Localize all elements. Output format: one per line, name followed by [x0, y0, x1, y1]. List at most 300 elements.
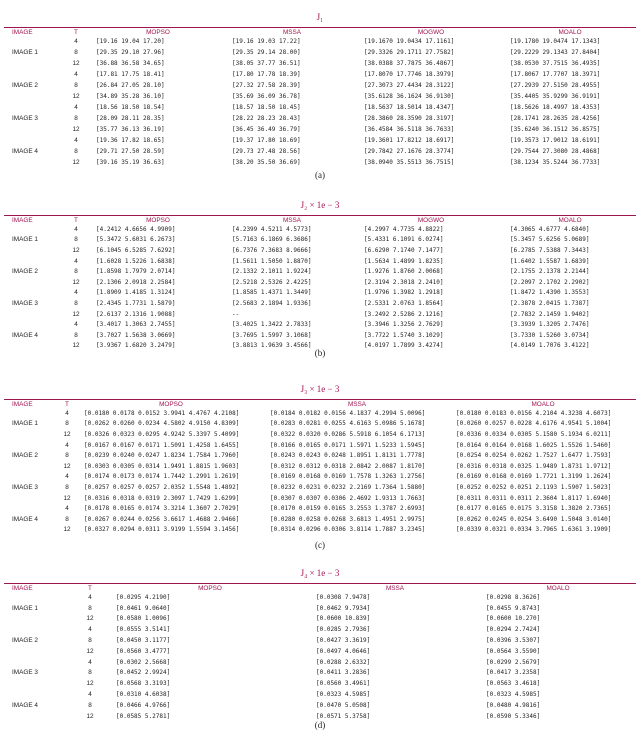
col-header-mopso: MOPSO — [146, 217, 170, 224]
threshold-count: 12 — [72, 159, 80, 166]
result-cell: [2.7832 2.1459 1.9402] — [510, 310, 590, 318]
threshold-count: 12 — [72, 310, 80, 318]
result-cell: [18.57 18.50 18.45] — [232, 104, 301, 111]
image-label — [4, 245, 62, 256]
table-row — [4, 525, 636, 536]
result-cell: [0.0180 0.0178 0.0152 3.9941 4.4767 4.2108] — [84, 409, 240, 417]
result-cell: [3.8813 1.9639 3.4566] — [232, 342, 312, 350]
result-cell: [0.0288 2.6332] — [316, 658, 371, 666]
threshold-count: 12 — [72, 126, 80, 133]
caption: (d) — [314, 720, 326, 730]
threshold-count: 8 — [65, 452, 69, 460]
col-header-t: T — [88, 585, 92, 592]
result-cell: [17.8070 17.7746 18.3979] — [364, 71, 455, 78]
threshold-count: 8 — [88, 637, 92, 645]
image-label — [4, 58, 62, 69]
col-header-moalo: MOALO — [546, 585, 570, 592]
image-label — [4, 461, 56, 472]
threshold-count: 8 — [74, 299, 78, 307]
threshold-count: 8 — [65, 483, 69, 491]
threshold-count: 12 — [72, 342, 80, 350]
result-cell: [2.5683 2.1894 1.9336] — [232, 299, 312, 307]
threshold-count: 8 — [74, 331, 78, 339]
image-label — [4, 256, 62, 267]
result-cell: [19.36 17.82 18.65] — [96, 137, 165, 144]
result-cell: [0.0339 0.0321 0.0334 3.7965 1.6361 3.1909] — [456, 526, 612, 534]
threshold-count: 4 — [65, 441, 69, 449]
threshold-count: 8 — [74, 82, 78, 89]
result-cell: [0.0470 5.0508] — [316, 701, 371, 709]
table-row — [4, 461, 636, 472]
result-cell: [5.4331 6.1091 6.0274] — [364, 236, 444, 244]
threshold-count: 4 — [88, 691, 92, 699]
result-cell: [29.71 27.50 28.59] — [96, 148, 165, 155]
result-cell: [0.0323 4.5985] — [316, 691, 371, 699]
result-cell: [29.35 29.14 28.00] — [232, 49, 301, 56]
result-cell: [1.9276 1.8760 2.0068] — [364, 268, 444, 276]
table-row — [4, 514, 636, 525]
result-cell: [1.8585 1.4371 1.3449] — [232, 289, 312, 297]
result-cell: [0.0327 0.0294 0.0311 3.9199 1.5594 3.1456] — [84, 526, 240, 534]
threshold-count: 4 — [74, 137, 78, 144]
result-cell: [0.0169 0.0168 0.0169 1.7721 1.3199 1.2624] — [456, 473, 612, 481]
result-cell: [19.1670 19.0434 17.1161] — [364, 38, 455, 45]
divider — [4, 27, 636, 28]
result-cell: [0.0167 0.0167 0.0171 1.5091 1.4258 1.6455] — [84, 441, 240, 449]
result-cell: [3.7695 1.5997 3.1068] — [232, 331, 312, 339]
threshold-count: 12 — [86, 680, 94, 688]
result-cell: [0.0310 4.6038] — [116, 691, 171, 699]
result-cell: [1.8472 1.4390 1.3553] — [510, 289, 590, 297]
result-cell: [0.0262 0.0245 0.0254 3.6490 1.5048 3.0140] — [456, 515, 612, 523]
result-cell: [28.22 28.23 28.43] — [232, 115, 301, 122]
result-cell: [0.0417 3.2358] — [486, 669, 541, 677]
caption: (c) — [315, 540, 325, 550]
image-label — [4, 614, 70, 625]
image-label — [4, 624, 70, 635]
table-row — [4, 635, 636, 646]
panel-title: J₃ × 1e − 3 — [300, 384, 340, 394]
result-cell: [0.0311 0.0311 0.0311 2.3604 1.8117 1.6940] — [456, 494, 612, 502]
result-cell: [17.8067 17.7707 18.3971] — [510, 71, 601, 78]
result-cell: [29.35 29.10 27.96] — [96, 49, 165, 56]
result-cell: [29.7842 27.1676 28.3774] — [364, 148, 455, 155]
threshold-count: 12 — [72, 246, 80, 254]
result-cell: [35.69 36.09 36.78] — [232, 93, 301, 100]
table-row — [4, 614, 636, 625]
result-cell: [36.4584 36.5118 36.7633] — [364, 126, 455, 133]
result-cell: [0.0316 0.0318 0.0325 1.9489 1.8731 1.9712] — [456, 462, 612, 470]
table-row — [4, 47, 636, 58]
result-cell: [5.7163 6.1869 6.3686] — [232, 236, 312, 244]
result-cell: [0.0302 2.5668] — [116, 658, 171, 666]
threshold-count: 4 — [65, 409, 69, 417]
result-cell: [3.4025 1.3422 2.7833] — [232, 321, 312, 329]
threshold-count: 12 — [86, 647, 94, 655]
result-cell: [0.0260 0.0257 0.0228 4.6176 4.9541 5.1004] — [456, 420, 612, 428]
col-header-t: T — [65, 401, 69, 408]
result-cell: [35.4405 35.9299 36.9191] — [510, 93, 601, 100]
col-header-t: T — [74, 217, 78, 224]
result-cell: [0.0303 0.0305 0.0314 1.9491 1.8815 1.9603] — [84, 462, 240, 470]
threshold-count: 4 — [74, 225, 78, 233]
threshold-count: 12 — [72, 60, 80, 67]
result-cell: [0.0336 0.0334 0.0305 5.1580 5.1934 6.0211] — [456, 430, 612, 438]
table-row — [4, 646, 636, 657]
result-cell: [0.0280 0.0258 0.0268 3.6813 1.4951 2.9975] — [270, 515, 426, 523]
result-cell: [0.0568 3.3193] — [116, 680, 171, 688]
result-cell: [4.2997 4.7735 4.8822] — [364, 225, 444, 233]
table-row — [4, 419, 636, 430]
image-label — [4, 288, 62, 299]
header-row — [4, 217, 636, 224]
panel-j2 — [0, 190, 640, 370]
threshold-count: 4 — [74, 257, 78, 265]
threshold-count: 4 — [88, 593, 92, 601]
result-cell: [0.0308 7.9478] — [316, 593, 371, 601]
result-cell: [0.0560 3.4961] — [316, 680, 371, 688]
result-cell: [0.0600 10.270] — [486, 615, 541, 623]
result-cell: [4.2399 4.5211 4.5773] — [232, 225, 312, 233]
result-cell: [0.0461 9.0640] — [116, 604, 171, 612]
result-cell: [6.6290 7.1740 7.1477] — [364, 246, 444, 254]
threshold-count: 12 — [63, 430, 71, 438]
threshold-count: 4 — [74, 38, 78, 45]
result-cell: [0.0322 0.0320 0.0286 5.5918 6.1054 6.1713] — [270, 430, 426, 438]
result-cell: [0.0294 2.7424] — [486, 626, 541, 634]
result-cell: [35.6128 36.1624 36.9130] — [364, 93, 455, 100]
result-cell: [0.0450 3.1177] — [116, 637, 171, 645]
table-row — [4, 135, 636, 146]
result-cell: [5.3457 5.6256 5.0689] — [510, 236, 590, 244]
result-cell: [0.0600 10.839] — [316, 615, 371, 623]
result-cell: [0.0180 0.0183 0.0156 4.2104 4.3238 4.6073] — [456, 409, 612, 417]
result-cell: [2.5218 2.5326 2.4225] — [232, 278, 312, 286]
image-label — [4, 135, 62, 146]
result-cell: [29.73 27.48 28.56] — [232, 148, 301, 155]
result-cell: [0.0307 0.0307 0.0306 2.4692 1.9313 1.7663] — [270, 494, 426, 502]
table-row — [4, 80, 636, 91]
result-cell: [4.2412 4.6656 4.9909] — [96, 225, 176, 233]
results-table — [4, 217, 636, 351]
image-label — [4, 224, 62, 235]
result-cell: [19.16 19.03 17.22] — [232, 38, 301, 45]
threshold-count: 4 — [65, 473, 69, 481]
result-cell: [0.0285 2.7936] — [316, 626, 371, 634]
table-row — [4, 330, 636, 341]
col-header-image: IMAGE — [12, 401, 33, 408]
image-label — [4, 503, 56, 514]
result-cell: [4.3065 4.6777 4.6840] — [510, 225, 590, 233]
threshold-count: 12 — [86, 712, 94, 720]
threshold-count: 4 — [74, 289, 78, 297]
result-cell: [34.89 35.28 36.10] — [96, 93, 165, 100]
result-cell: [0.0243 0.0243 0.0248 1.8951 1.8131 1.7778] — [270, 452, 426, 460]
col-header-moalo: MOALO — [531, 401, 555, 408]
result-cell: [0.0298 8.3626] — [486, 593, 541, 601]
threshold-count: 4 — [65, 505, 69, 513]
result-cell: [36.45 36.49 36.79] — [232, 126, 301, 133]
image-label — [4, 91, 62, 102]
result-cell: [0.0497 4.0646] — [316, 647, 371, 655]
table-row — [4, 408, 636, 419]
result-cell: [28.3860 28.3590 28.3197] — [364, 115, 455, 122]
col-header-mogwo: MOGWO — [417, 217, 445, 224]
col-header-mopso: MOPSO — [146, 29, 170, 36]
col-header-moalo: MOALO — [558, 217, 582, 224]
image-label — [4, 493, 56, 504]
image-label — [4, 309, 62, 320]
result-cell: [2.2097 2.1702 2.2902] — [510, 278, 590, 286]
result-cell: [4.0149 1.7076 3.4122] — [510, 342, 590, 350]
image-label — [4, 69, 62, 80]
image-label — [4, 592, 70, 603]
result-cell: [19.3573 17.9012 18.6191] — [510, 137, 601, 144]
result-cell: [35.77 36.13 36.19] — [96, 126, 165, 133]
result-cell: [28.09 28.11 28.35] — [96, 115, 165, 122]
result-cell: [29.2229 29.1343 27.8404] — [510, 49, 601, 56]
result-cell: [26.84 27.05 28.10] — [96, 82, 165, 89]
result-cell: [0.0571 5.3758] — [316, 712, 371, 720]
table-row — [4, 503, 636, 514]
table-row — [4, 288, 636, 299]
image-label: IMAGE 3 — [12, 115, 38, 122]
result-cell: [0.0232 0.0231 0.0232 2.2169 1.7364 1.5880] — [270, 483, 426, 491]
result-cell: [0.0480 4.9816] — [486, 701, 541, 709]
result-cell: [3.2492 2.5286 2.1216] — [364, 310, 444, 318]
image-label — [4, 102, 62, 113]
table-row — [4, 319, 636, 330]
threshold-count: 8 — [88, 701, 92, 709]
result-cell: [38.1234 35.5244 36.7733] — [510, 159, 601, 166]
table-row — [4, 450, 636, 461]
result-cell: [0.0323 4.5985] — [486, 691, 541, 699]
header-row — [4, 401, 636, 408]
result-cell: [38.0530 37.7515 36.4935] — [510, 60, 601, 67]
table-row — [4, 91, 636, 102]
image-label: IMAGE 4 — [12, 331, 38, 339]
result-cell: [19.3601 17.8212 18.6917] — [364, 137, 455, 144]
image-label — [4, 525, 56, 536]
table-row — [4, 472, 636, 483]
result-cell: [27.2939 27.5150 28.4955] — [510, 82, 601, 89]
result-cell: [0.0174 0.0173 0.0174 1.7442 1.2991 1.2619] — [84, 473, 240, 481]
threshold-count: 8 — [74, 148, 78, 155]
table-row — [4, 102, 636, 113]
col-header-image: IMAGE — [12, 217, 33, 224]
result-cell: [4.0197 1.7899 3.4274] — [364, 342, 444, 350]
table-row — [4, 309, 636, 320]
result-cell: [1.6402 1.5587 1.6839] — [510, 257, 590, 265]
result-cell: [2.1332 2.1011 1.9224] — [232, 268, 312, 276]
result-cell: [38.0940 35.5513 36.7515] — [364, 159, 455, 166]
result-cell: [0.0452 2.9924] — [116, 669, 171, 677]
image-label: IMAGE 2 — [12, 452, 38, 460]
result-cell: [38.05 37.77 36.51] — [232, 60, 301, 67]
image-label — [4, 319, 62, 330]
result-cell: [2.4345 1.7731 1.5879] — [96, 299, 176, 307]
threshold-count: 8 — [74, 236, 78, 244]
result-cell: [0.0455 9.8743] — [486, 604, 541, 612]
result-cell: [1.6028 1.5226 1.6838] — [96, 257, 176, 265]
result-cell: [1.9796 1.3982 1.2918] — [364, 289, 444, 297]
result-cell: [2.1306 2.0918 2.2584] — [96, 278, 176, 286]
divider — [4, 583, 636, 584]
result-cell: [38.20 35.50 36.69] — [232, 159, 301, 166]
result-cell: [1.8909 1.4185 1.3124] — [96, 289, 176, 297]
image-label — [4, 157, 62, 168]
result-cell: [0.0164 0.0164 0.0168 1.6025 1.5526 1.5460] — [456, 441, 612, 449]
result-cell: [1.5611 1.5050 1.8870] — [232, 257, 312, 265]
image-label — [4, 408, 56, 419]
table-row — [4, 69, 636, 80]
threshold-count: 12 — [72, 278, 80, 286]
panel-j4 — [0, 560, 640, 736]
result-cell: [0.0312 0.0312 0.0318 2.0842 2.0087 1.8170] — [270, 462, 426, 470]
result-cell: [0.0411 3.2836] — [316, 669, 371, 677]
table-row — [4, 657, 636, 668]
caption: (b) — [314, 348, 326, 358]
table-row — [4, 235, 636, 246]
table-row — [4, 298, 636, 309]
result-cell: [0.0252 0.0252 0.0251 2.1193 1.5907 1.5023] — [456, 483, 612, 491]
result-cell: [0.0262 0.0260 0.0234 4.5802 4.9150 4.8309] — [84, 420, 240, 428]
result-cell: [0.0257 0.0257 0.0257 2.0352 1.5548 1.4892] — [84, 483, 240, 491]
panel-title: J₂ × 1e − 3 — [300, 200, 340, 210]
table-row — [4, 678, 636, 689]
results-table — [4, 401, 636, 535]
result-cell: [2.3878 2.0415 1.7387] — [510, 299, 590, 307]
threshold-count: 12 — [72, 93, 80, 100]
col-header-mopso: MOPSO — [198, 585, 222, 592]
result-cell: [3.9367 1.6820 3.2479] — [96, 342, 176, 350]
image-label: IMAGE 1 — [12, 236, 38, 244]
threshold-count: 4 — [74, 321, 78, 329]
image-label: IMAGE 3 — [12, 483, 38, 491]
image-label — [4, 124, 62, 135]
col-header-mssa: MSSA — [282, 217, 302, 224]
results-table — [4, 585, 636, 722]
results-table — [4, 29, 636, 168]
result-cell: [27.32 27.58 28.39] — [232, 82, 301, 89]
col-header-t: T — [74, 29, 78, 36]
result-cell: [1.5634 1.4899 1.8235] — [364, 257, 444, 265]
result-cell: [0.0580 1.0096] — [116, 615, 171, 623]
result-cell: [0.0316 0.0318 0.0319 2.3097 1.7429 1.6299] — [84, 494, 240, 502]
result-cell: [19.37 17.80 18.69] — [232, 137, 301, 144]
table-row — [4, 592, 636, 603]
result-cell: [0.0555 3.5141] — [116, 626, 171, 634]
result-cell: [3.3946 1.3256 2.7629] — [364, 321, 444, 329]
result-cell: [0.0462 9.7934] — [316, 604, 371, 612]
threshold-count: 8 — [65, 420, 69, 428]
image-label — [4, 678, 70, 689]
image-label: IMAGE 1 — [12, 420, 38, 428]
table-row — [4, 113, 636, 124]
threshold-count: 12 — [63, 526, 71, 534]
threshold-count: 8 — [74, 49, 78, 56]
threshold-count: 8 — [74, 268, 78, 276]
result-cell: [0.0178 0.0165 0.0174 3.3214 1.3607 2.7029] — [84, 505, 240, 513]
panel-j3 — [0, 378, 640, 558]
header-row — [4, 29, 636, 36]
col-header-image: IMAGE — [12, 29, 33, 36]
result-cell: [3.7027 1.5638 3.0669] — [96, 331, 176, 339]
threshold-count: 12 — [63, 494, 71, 502]
result-cell: [0.0283 0.0281 0.0255 4.6163 5.0986 5.1678] — [270, 420, 426, 428]
result-cell: [0.0169 0.0168 0.0169 1.7578 1.3263 1.2756] — [270, 473, 426, 481]
result-cell: [0.0563 3.4618] — [486, 680, 541, 688]
result-cell: [0.0560 3.4777] — [116, 647, 171, 655]
result-cell: [28.1741 28.2635 28.4256] — [510, 115, 601, 122]
table-row — [4, 157, 636, 168]
col-header-mssa: MSSA — [282, 29, 302, 36]
result-cell: [27.3073 27.4434 28.3122] — [364, 82, 455, 89]
result-cell: [0.0177 0.0165 0.0175 3.3158 1.3820 2.7365] — [456, 505, 612, 513]
result-cell: [5.3472 5.6031 6.2673] — [96, 236, 176, 244]
image-label: IMAGE 4 — [12, 515, 38, 523]
table-row — [4, 700, 636, 711]
image-label: IMAGE 2 — [12, 637, 38, 645]
result-cell: [2.6137 2.1316 1.9088] — [96, 310, 176, 318]
table-row — [4, 603, 636, 614]
table-row — [4, 668, 636, 679]
col-header-mssa: MSSA — [347, 401, 367, 408]
table-row — [4, 277, 636, 288]
result-cell: [29.3326 29.1711 27.7582] — [364, 49, 455, 56]
result-cell: [0.0314 0.0296 0.0306 3.8114 1.7887 3.2345] — [270, 526, 426, 534]
image-label — [4, 277, 62, 288]
image-label — [4, 657, 70, 668]
image-label: IMAGE 2 — [12, 82, 38, 89]
threshold-count: 12 — [63, 462, 71, 470]
result-cell: [0.0299 2.5679] — [486, 658, 541, 666]
image-label: IMAGE 4 — [12, 701, 38, 709]
table-row — [4, 58, 636, 69]
image-label — [4, 472, 56, 483]
table-row — [4, 266, 636, 277]
result-cell: [2.3194 2.3018 2.2410] — [364, 278, 444, 286]
table-row — [4, 429, 636, 440]
result-cell: [39.16 35.19 36.63] — [96, 159, 165, 166]
col-header-image: IMAGE — [12, 585, 33, 592]
threshold-count: 8 — [88, 669, 92, 677]
result-cell: [0.0184 0.0182 0.0156 4.1837 4.2994 5.0096] — [270, 409, 426, 417]
table-row — [4, 36, 636, 47]
table-row — [4, 256, 636, 267]
result-cell: [2.5331 2.0763 1.8564] — [364, 299, 444, 307]
table-row — [4, 146, 636, 157]
result-cell: [0.0326 0.0323 0.0295 4.9242 5.3397 5.4099] — [84, 430, 240, 438]
result-cell: [1.8598 1.7979 2.0714] — [96, 268, 176, 276]
result-cell: [19.1780 19.0474 17.1343] — [510, 38, 601, 45]
table-row — [4, 493, 636, 504]
threshold-count: 8 — [74, 115, 78, 122]
result-cell: [0.0396 3.5307] — [486, 637, 541, 645]
result-cell: [0.0564 3.5590] — [486, 647, 541, 655]
result-cell: [6.1045 6.5285 7.6292] — [96, 246, 176, 254]
result-cell: [0.0590 5.3346] — [486, 712, 541, 720]
result-cell: [0.0295 4.2190] — [116, 593, 171, 601]
result-cell: [17.81 17.75 18.41] — [96, 71, 165, 78]
threshold-count: 12 — [86, 615, 94, 623]
result-cell: [0.0267 0.0244 0.0256 3.6617 1.4688 2.9466] — [84, 515, 240, 523]
caption: (a) — [315, 170, 325, 180]
result-cell: [6.7376 7.3683 8.9666] — [232, 246, 312, 254]
result-cell: [3.7330 1.5260 3.0734] — [510, 331, 590, 339]
result-cell: [17.80 17.78 18.39] — [232, 71, 301, 78]
image-label — [4, 36, 62, 47]
